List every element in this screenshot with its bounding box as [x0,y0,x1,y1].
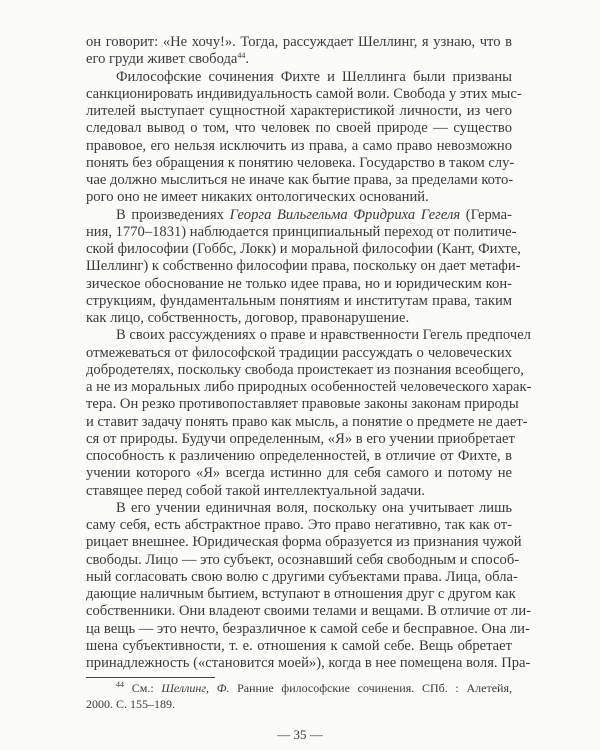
text-line [86,448,512,465]
text-line [86,138,512,155]
text-segment: и ставит задачу понять право как мысль, а понятие о предмете не дает- [86,413,528,430]
text-segment: См.: [124,681,162,695]
text-segment: ния, 1770–1831) наблюдается принципиальный переход от политиче- [86,223,517,240]
text-line [86,258,521,275]
footnote-ref: 44 [116,680,124,689]
page-number: — 35 — [277,727,323,742]
text-segment: . [245,51,250,68]
text-segment: Ранние философские сочинения. СПб. : Алетейя, [229,681,512,695]
text-line [86,241,521,258]
text-line [86,396,519,413]
text-line [86,276,512,293]
text-line [86,154,515,172]
text-line [86,500,512,517]
text-line [86,310,512,327]
text-line [86,413,528,431]
text-line [86,603,531,620]
footnote-ref: 44 [237,51,246,61]
text-segment: следовал вывод о том, что человек по своей природе — существо [86,120,512,137]
text-segment: а не из моральных либо природных особенностей человеческого харак- [86,379,532,395]
text-segment: ся от природы. Будучи определенным, «Я» в его учении приобретает [86,430,515,447]
text-line [86,293,512,310]
text-line [86,534,522,551]
text-segment: он говорит: «Не хочу!». Тогда, рассуждает Шеллинг, я узнаю, что в [86,34,512,50]
text-line [86,69,512,86]
text-segment: В его учении единичная воля, поскольку она учитывает лишь [116,499,512,516]
body-text [86,34,532,672]
footnote-divider [86,677,215,678]
text-segment: способность к различению определенностей, в отличие от Фихте, в [86,448,512,464]
text-segment: чае должно мыслиться не иначе как бытие права, за пределами кото- [86,172,514,188]
text-segment: В своих рассуждениях о праве и нравственности Гегель предпочел [116,327,531,344]
text-segment: зическое обоснование не только идее права, но и юридическим кон- [86,275,512,292]
paragraph [86,34,512,69]
text-segment: ставящее перед собой такой интеллектуальной задачи. [86,482,425,499]
text-segment: В произведениях [116,206,230,223]
paragraph [86,206,521,328]
text-line [86,638,512,655]
text-line [86,655,531,672]
paragraph [86,499,531,673]
footnote [86,680,512,712]
text-line [86,361,524,379]
text-segment: саму себя, есть абстрактное право. Это право негативно, так как от- [86,517,512,533]
text-line [86,586,516,603]
text-segment: дающие наличным бытием, вступают в отношения друг с другом как [86,586,516,602]
text-segment: как лицо, собственность, договор, правонарушение. [86,310,410,326]
text-segment: ца вещь — это нечто, безразличное к самой себе и бесправное. Она ли- [86,620,530,637]
text-segment: 2000. С. 155–189. [86,697,176,711]
text-line [86,620,530,638]
text-line [86,51,512,68]
text-line [86,568,518,586]
text-segment: Шеллинг) к собственно философии права, поскольку он дает метафи- [86,258,521,275]
paragraph [86,68,522,207]
italic-text: Георга Вильгельма Фридриха Гегеля [229,206,461,223]
text-line [86,103,512,120]
text-line [86,34,512,51]
text-segment: ской философии (Гоббс, Локк) и моральной философии (Кант, Фихте, [86,241,521,257]
text-line [86,120,512,137]
text-line [86,207,512,224]
text-segment: его груди живет свобода [86,51,238,68]
text-segment: принадлежность («становится моей»), когда в нее помещена воля. Пра- [86,655,531,671]
text-segment: ный согласовать свою волю с другими субъектами права. Лица, обла- [86,568,518,585]
text-line [86,327,531,344]
text-line [86,551,520,569]
text-line [86,680,512,696]
text-segment: свободы. Лицо — это субъект, осознавший себя свободным и способ- [86,551,520,568]
text-segment: Философские сочинения Фихте и Шеллинга были призваны [116,68,512,85]
text-segment: собственники. Они владеют своими телами и вещами. В отличие от ли- [86,603,531,620]
text-line [86,345,512,362]
text-line [86,430,515,448]
text-segment: понять без обращения к понятию человека. Государство в таком слу- [86,154,515,171]
text-segment: отмежеваться от философской традиции рассуждать о человеческих [86,344,512,361]
text-line [86,189,512,206]
text-line [86,517,512,534]
text-line [86,465,512,482]
text-segment: рого оно не имеет никаких онтологических оснований. [86,189,429,206]
text-segment: правовое, его нельзя исключить из права, а само право невозможно [86,137,512,154]
text-line [86,85,522,103]
paragraph [86,327,532,500]
text-segment: добродетелях, поскольку свобода проистекает из познания всеобщего, [86,361,524,378]
text-segment: струкциям, фундаментальным понятиям и институтам права, таким [86,292,512,309]
text-segment: лителей выступает сущностной характеристикой личности, из чего [86,103,512,119]
text-segment: учении которого «Я» всегда истинно для себя самого и потому не [86,465,512,482]
text-segment: тера. Он резко противопоставляет правовые законы законам природы [86,396,519,413]
text-line [86,483,512,500]
text-line [86,379,532,396]
text-segment: шена субъективности, т. е. отношения к самой себе. Вещь обретает [86,637,512,654]
text-segment: рицает внешнее. Юридическая форма образуется из признания чужой [86,534,522,551]
text-line [86,696,512,712]
italic-text: Шеллинг, Ф. [161,681,230,695]
text-line [86,172,512,189]
text-line [86,223,517,241]
text-segment: санкционировать индивидуальность самой воли. Свобода у этих мыс- [86,85,522,102]
text-segment: (Герма- [460,206,512,223]
